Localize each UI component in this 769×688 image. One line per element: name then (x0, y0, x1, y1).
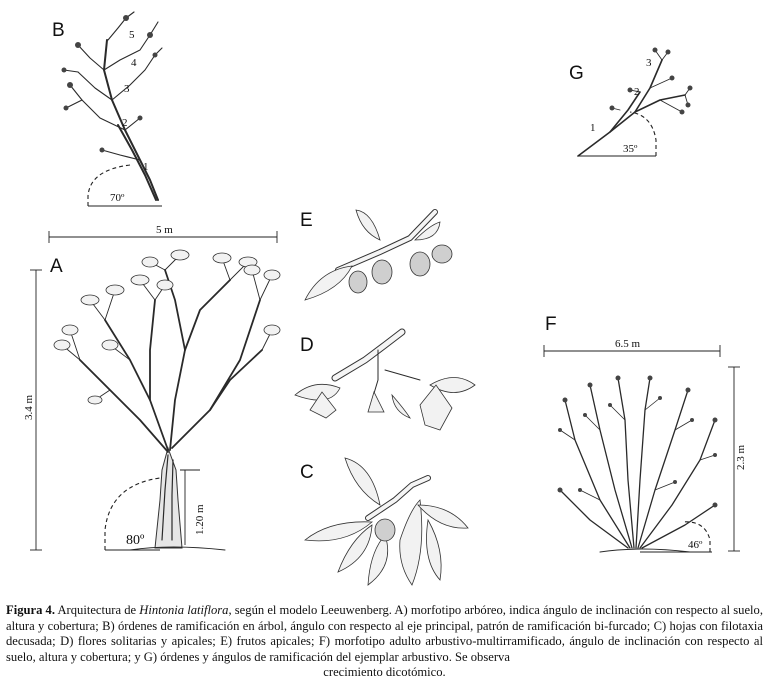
panel-g (569, 48, 693, 157)
panel-b-letter: B (52, 20, 65, 41)
panel-f-width: 6.5 m (615, 338, 641, 350)
panel-e-letter: E (300, 210, 313, 231)
panel-d (295, 332, 475, 430)
panel-c-letter: C (300, 462, 314, 483)
panel-a-width: 5 m (156, 224, 173, 236)
figure-caption (6, 603, 763, 681)
caption-text-3: crecimiento dicotómico. (323, 665, 446, 680)
panel-a-angle: 80º (126, 533, 145, 548)
panel-g-order-1: 1 (590, 122, 596, 134)
caption-species: Hintonia latiflora (139, 603, 229, 617)
panel-f-angle: 46º (688, 539, 703, 551)
panel-g-order-2: 2 (634, 86, 640, 98)
panel-b-order-5: 5 (129, 29, 135, 41)
caption-text-1: Arquitectura de (54, 603, 140, 617)
panel-f-letter: F (545, 314, 557, 335)
panel-b-order-3: 3 (124, 83, 130, 95)
panel-g-order-3: 3 (646, 57, 652, 69)
panel-a-height: 3.4 m (23, 394, 35, 420)
panel-d-letter: D (300, 335, 314, 356)
panel-b-order-4: 4 (131, 57, 137, 69)
panel-a-letter: A (50, 256, 63, 277)
caption-label: Figura 4. (6, 603, 55, 617)
panel-a (23, 224, 280, 550)
panel-g-letter: G (569, 63, 584, 84)
panel-f-height: 2.3 m (735, 444, 747, 470)
panel-b-order-2: 2 (122, 117, 128, 129)
panel-c (300, 458, 468, 585)
panel-b-order-1: 1 (143, 161, 149, 173)
caption-text-2: , según el modelo Leeuwenberg. A) morfotipo arbóreo, indica ángulo de inclinación con respecto al suelo, altura y cobertura; B) órdenes de ramificación en árbol, ángulo con respecto al eje principal, patrón de ramificación bi-furcado; C) hojas con filotaxia decusada; D) flores solitarias y apicales; E) frutos apicales; F) morfotipo adulto arbustivo-multirramificado, ángulo de inclinación con respecto al suelo, altura y cobertura; y G) órdenes y ángulos de ramificación del ejemplar arbustivo. Se observa (6, 603, 763, 664)
panel-b (52, 12, 162, 206)
panel-f (544, 314, 747, 552)
panel-b-angle: 70º (110, 192, 125, 204)
panel-g-angle: 35º (623, 143, 638, 155)
panel-e (300, 210, 452, 300)
panel-a-trunk-height: 1.20 m (194, 504, 206, 535)
